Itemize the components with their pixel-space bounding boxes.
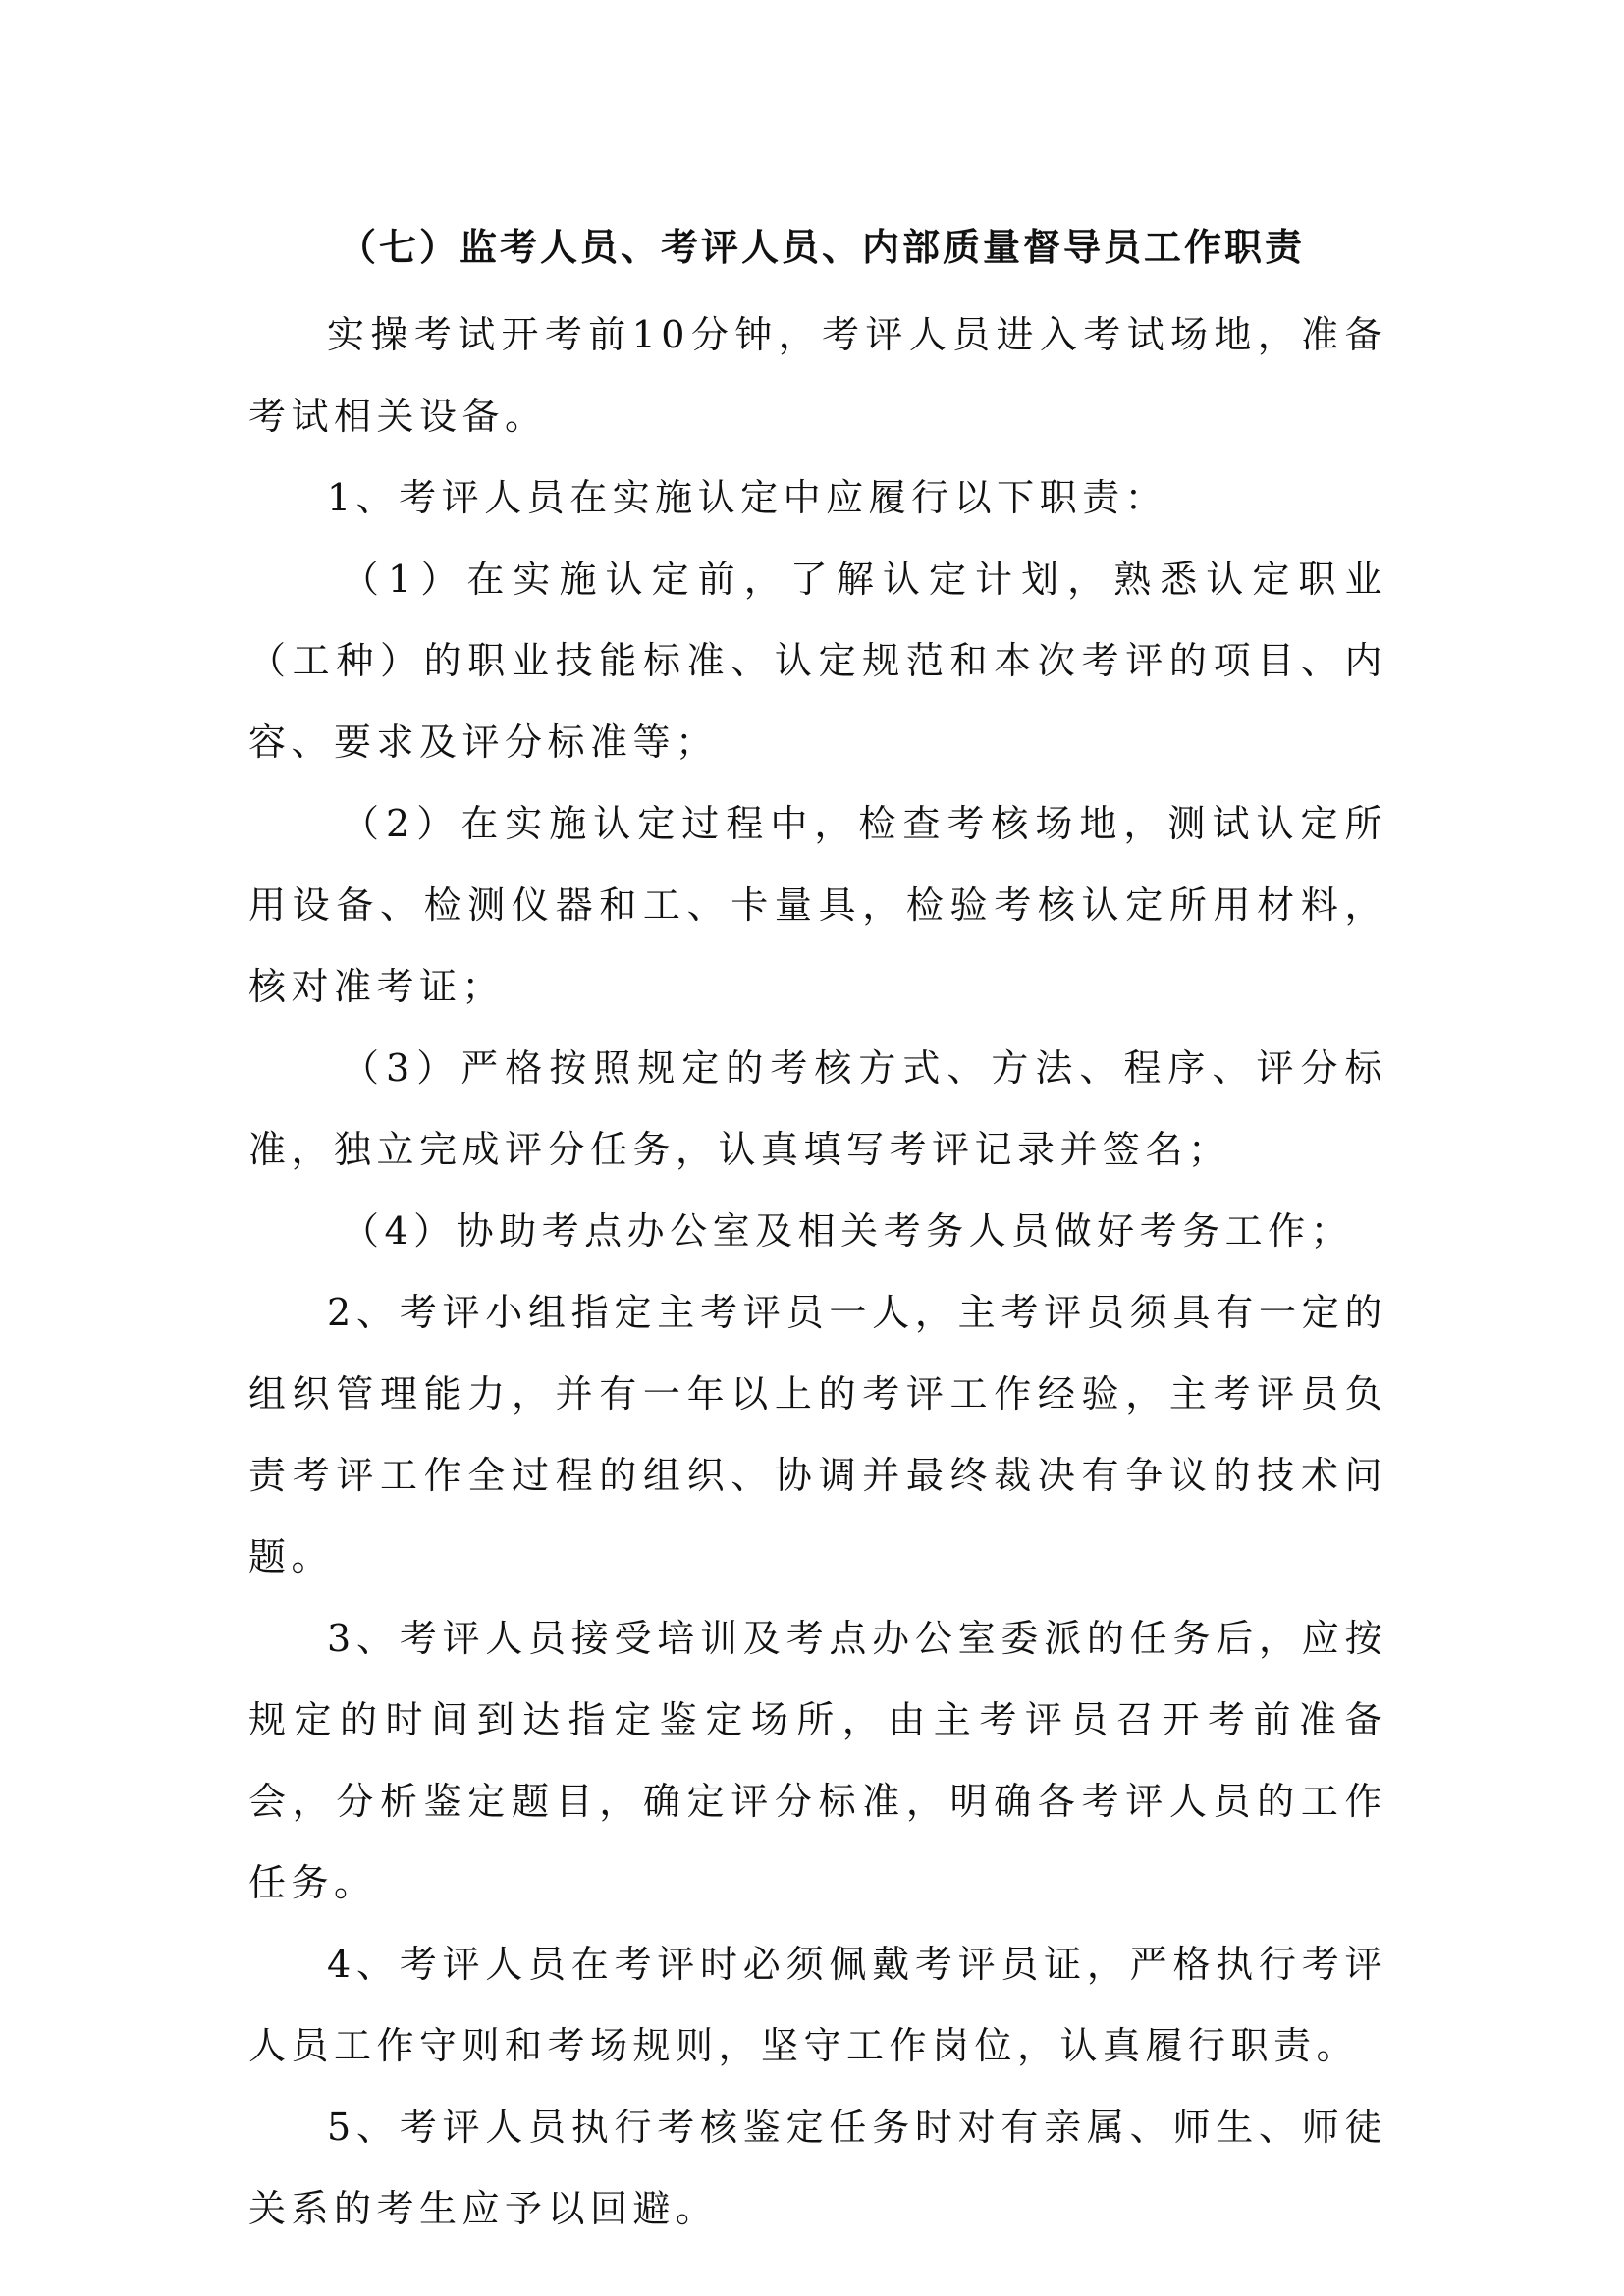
paragraph-subitem-4: （4）协助考点办公室及相关考务人员做好考务工作； xyxy=(342,1209,1354,1253)
paragraph-subitem-1: （1）在实施认定前，了解认定计划，熟悉认定职业（工种）的职业技能标准、认定规范和本次考评的项目、内容、要求及评分标准等； xyxy=(248,558,1387,764)
paragraph-item-3: 3、考评人员接受培训及考点办公室委派的任务后，应按规定的时间到达指定鉴定场所，由主考评员召开考前准备会，分析鉴定题目，确定评分标准，明确各考评人员的工作任务。 xyxy=(248,1617,1387,1904)
paragraph-intro: 实操考试开考前10分钟，考评人员进入考试场地，准备考试相关设备。 xyxy=(248,313,1387,438)
paragraph-item-5: 5、考评人员执行考核鉴定任务时对有亲属、师生、师徒关系的考生应予以回避。 xyxy=(248,2106,1387,2230)
document-body xyxy=(248,294,1387,2250)
section-heading: （七）监考人员、考评人员、内部质量督导员工作职责 xyxy=(339,226,1306,269)
paragraph-subitem-3: （3）严格按照规定的考核方式、方法、程序、评分标准，独立完成评分任务，认真填写考评记录并签名； xyxy=(248,1046,1387,1171)
paragraph-subitem-2: （2）在实施认定过程中，检查考核场地，测试认定所用设备、检测仪器和工、卡量具，检验考核认定所用材料，核对准考证； xyxy=(248,802,1387,1008)
paragraph-item-1: 1、考评人员在实施认定中应履行以下职责： xyxy=(327,476,1168,519)
paragraph-item-2: 2、考评小组指定主考评员一人，主考评员须具有一定的组织管理能力，并有一年以上的考评工作经验，主考评员负责考评工作全过程的组织、协调并最终裁决有争议的技术问题。 xyxy=(248,1291,1387,1578)
paragraph-item-4: 4、考评人员在考评时必须佩戴考评员证，严格执行考评人员工作守则和考场规则，坚守工作岗位，认真履行职责。 xyxy=(248,1943,1387,2067)
